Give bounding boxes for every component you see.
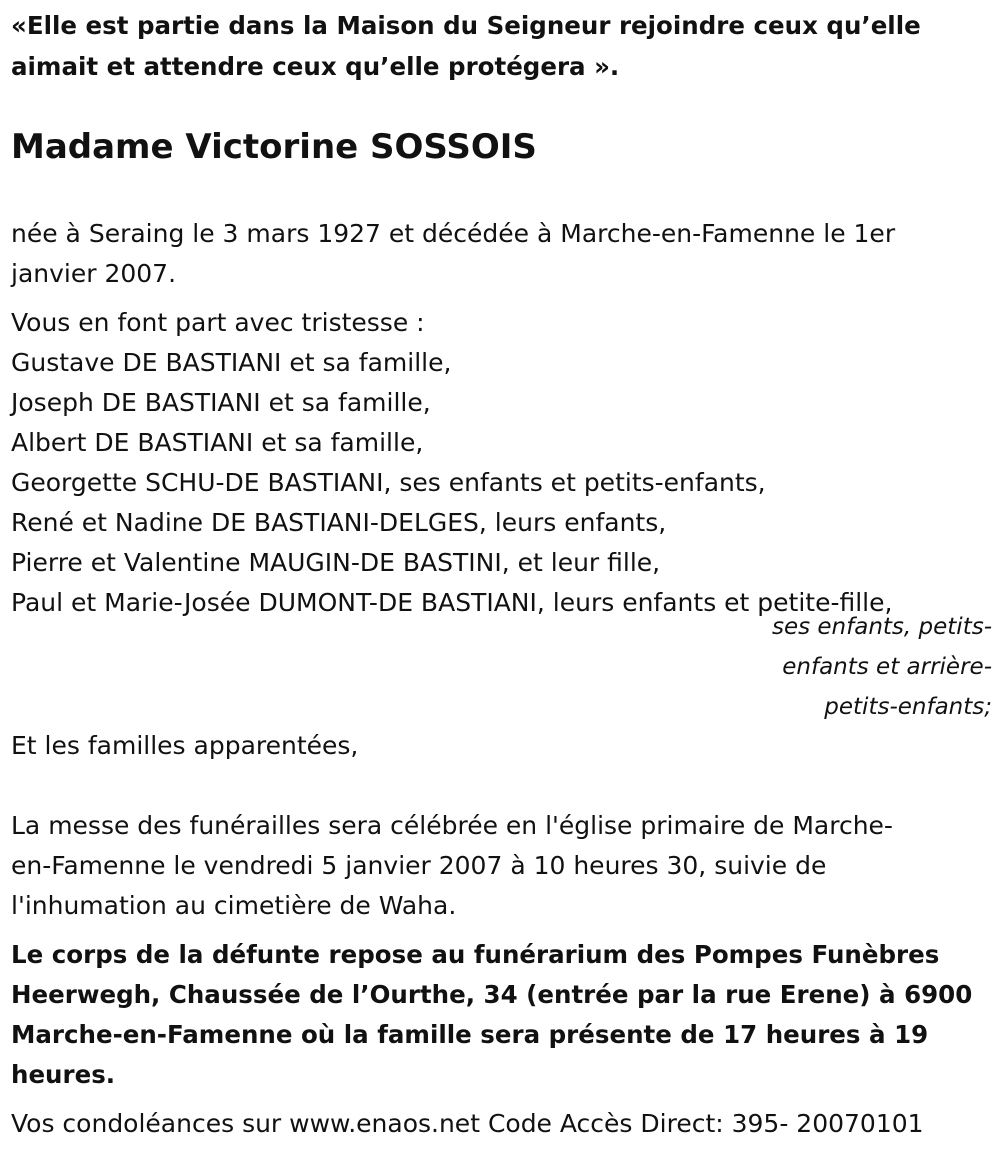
epigraph-line-1: «Elle est partie dans la Maison du Seigneur rejoindre ceux qu’elle	[11, 11, 921, 40]
family-member: Gustave DE BASTIANI et sa famille,	[11, 348, 452, 377]
family-member: René et Nadine DE BASTIANI-DELGES, leurs enfants,	[11, 508, 667, 537]
condolences-link-text: Vos condoléances sur www.enaos.net Code Accès Direct: 395- 20070101	[11, 1109, 924, 1138]
birth-death-line-2: janvier 2007.	[11, 259, 177, 288]
funeral-home-line-2: Heerwegh, Chaussée de l’Ourthe, 34 (entrée par la rue Erene) à 6900	[11, 980, 973, 1009]
funeral-mass-line-1: La messe des funérailles sera célébrée en l'église primaire de Marche-	[11, 811, 893, 840]
family-member: Albert DE BASTIANI et sa famille,	[11, 428, 424, 457]
family-member: Joseph DE BASTIANI et sa famille,	[11, 388, 431, 417]
deceased-name: Madame Victorine SOSSOIS	[11, 127, 537, 167]
descendants-line-3: petits-enfants;	[824, 694, 992, 720]
descendants-line-2: enfants et arrière-	[782, 654, 992, 680]
funeral-home-line-3: Marche-en-Famenne où la famille sera présente de 17 heures à 19	[11, 1020, 929, 1049]
funeral-home-line-4: heures.	[11, 1060, 116, 1089]
epigraph-line-2: aimait et attendre ceux qu’elle protégera ».	[11, 52, 620, 81]
family-member: Georgette SCHU-DE BASTIANI, ses enfants et petits-enfants,	[11, 468, 766, 497]
birth-death-line-1: née à Seraing le 3 mars 1927 et décédée à Marche-en-Famenne le 1er	[11, 219, 896, 248]
announcement-intro: Vous en font part avec tristesse :	[11, 308, 425, 337]
descendants-line-1: ses enfants, petits-	[771, 614, 992, 640]
funeral-mass-line-2: en-Famenne le vendredi 5 janvier 2007 à 10 heures 30, suivie de	[11, 851, 827, 880]
family-member: Paul et Marie-Josée DUMONT-DE BASTIANI, leurs enfants et petite-fille,	[11, 588, 893, 617]
related-families: Et les familles apparentées,	[11, 731, 359, 760]
funeral-mass-line-3: l'inhumation au cimetière de Waha.	[11, 891, 457, 920]
family-member: Pierre et Valentine MAUGIN-DE BASTINI, et leur fille,	[11, 548, 661, 577]
funeral-home-line-1: Le corps de la défunte repose au funérarium des Pompes Funèbres	[11, 940, 940, 969]
